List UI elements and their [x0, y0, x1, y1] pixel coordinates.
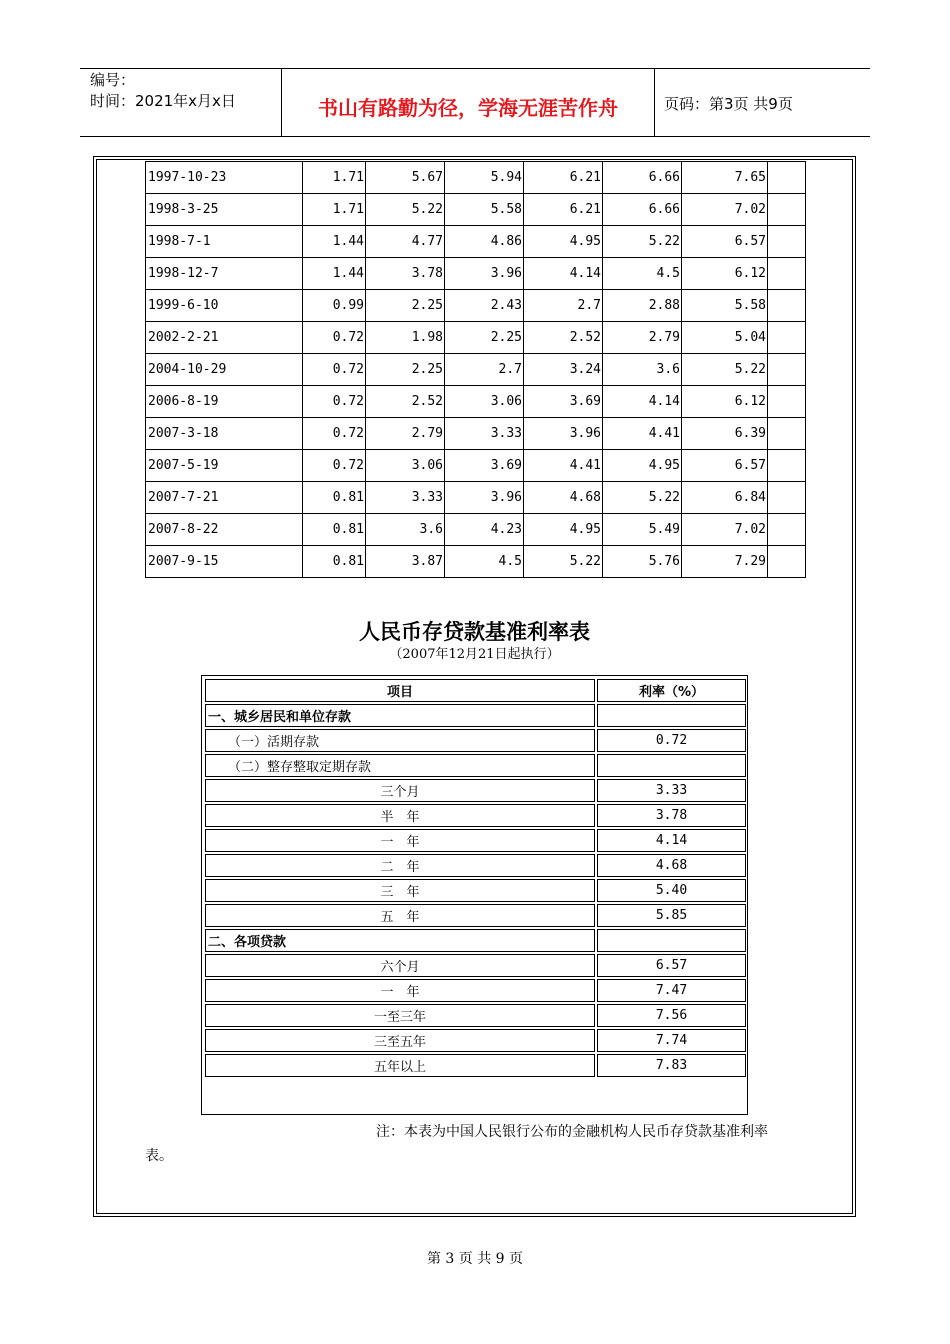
- table-row: [146, 290, 806, 322]
- rate-value-cell: 6.66: [603, 162, 682, 194]
- rate-value-cell: 6.57: [682, 450, 768, 482]
- item-cell: 一至三年: [205, 1004, 595, 1027]
- rate-cell: [597, 754, 746, 777]
- item-cell: （二）整存整取定期存款: [205, 754, 595, 777]
- item-cell: 二 年: [205, 854, 595, 877]
- table-row: [146, 162, 806, 194]
- rate-cell: [597, 704, 746, 727]
- rate-value-cell: 2.43: [445, 290, 524, 322]
- rate-cell: 5.40: [597, 879, 746, 902]
- rate-value-cell: [768, 290, 806, 322]
- rate-value-cell: 0.72: [303, 450, 366, 482]
- rate-value-cell: 2.25: [366, 354, 445, 386]
- rate-value-cell: [768, 546, 806, 578]
- rate-value-cell: [768, 258, 806, 290]
- rate-value-cell: 2.25: [366, 290, 445, 322]
- rate-value-cell: 4.14: [603, 386, 682, 418]
- table-row: [146, 450, 806, 482]
- item-cell: 半 年: [205, 804, 595, 827]
- list-item: [205, 704, 746, 727]
- rate-cell: 6.57: [597, 954, 746, 977]
- rate-value-cell: 4.41: [603, 418, 682, 450]
- rate-value-cell: 1.44: [303, 258, 366, 290]
- rate-cell: 3.33: [597, 779, 746, 802]
- rate-value-cell: 5.22: [366, 194, 445, 226]
- header-motto: 书山有路勤为径，学海无涯苦作舟: [318, 96, 618, 120]
- rate-value-cell: 1.71: [303, 162, 366, 194]
- rate-cell: 4.14: [597, 829, 746, 852]
- item-cell: 一 年: [205, 979, 595, 1002]
- rate-cell: 7.74: [597, 1029, 746, 1052]
- item-cell: 五 年: [205, 904, 595, 927]
- rate-cell: 5.85: [597, 904, 746, 927]
- list-item: [205, 729, 746, 752]
- rate-value-cell: 3.33: [366, 482, 445, 514]
- rate-value-cell: 7.02: [682, 194, 768, 226]
- rate-value-cell: 7.65: [682, 162, 768, 194]
- rate-value-cell: [768, 482, 806, 514]
- item-cell: 六个月: [205, 954, 595, 977]
- rate-value-cell: 7.02: [682, 514, 768, 546]
- rate-cell: 7.56: [597, 1004, 746, 1027]
- table-row: [146, 418, 806, 450]
- rate-value-cell: 0.72: [303, 418, 366, 450]
- list-item: [205, 854, 746, 877]
- rate-value-cell: 5.22: [603, 226, 682, 258]
- column-header-rate: 利率（%）: [597, 679, 746, 702]
- item-cell: 五年以上: [205, 1054, 595, 1077]
- rate-value-cell: 4.95: [524, 226, 603, 258]
- rate-value-cell: 4.23: [445, 514, 524, 546]
- rate-value-cell: 3.96: [445, 482, 524, 514]
- historical-rate-table: [145, 161, 806, 578]
- table-row: [146, 386, 806, 418]
- item-cell: 一 年: [205, 829, 595, 852]
- rate-value-cell: 3.96: [445, 258, 524, 290]
- rate-value-cell: 5.04: [682, 322, 768, 354]
- rate-value-cell: [768, 322, 806, 354]
- date-cell: 2007-7-21: [146, 482, 303, 514]
- date-cell: 1998-7-1: [146, 226, 303, 258]
- table-row: [146, 514, 806, 546]
- date-cell: 1997-10-23: [146, 162, 303, 194]
- rate-value-cell: 2.7: [524, 290, 603, 322]
- rate-value-cell: 5.67: [366, 162, 445, 194]
- benchmark-rate-table: [203, 677, 748, 1079]
- document-number-label: 编号：: [90, 71, 136, 89]
- rate-value-cell: 3.69: [524, 386, 603, 418]
- table-row: [146, 258, 806, 290]
- rate-value-cell: 0.99: [303, 290, 366, 322]
- date-cell: 2007-3-18: [146, 418, 303, 450]
- rate-value-cell: 3.69: [445, 450, 524, 482]
- rate-value-cell: 3.06: [445, 386, 524, 418]
- list-item: [205, 929, 746, 952]
- rate-value-cell: 0.81: [303, 546, 366, 578]
- rate-value-cell: [768, 162, 806, 194]
- rate-value-cell: 3.6: [603, 354, 682, 386]
- table-note-line1: 注：本表为中国人民银行公布的金融机构人民币存贷款基准利率: [376, 1124, 768, 1140]
- item-cell: 三 年: [205, 879, 595, 902]
- rate-value-cell: 2.52: [366, 386, 445, 418]
- table-row: [146, 546, 806, 578]
- rate-value-cell: [768, 226, 806, 258]
- date-cell: 1999-6-10: [146, 290, 303, 322]
- rate-value-cell: [768, 354, 806, 386]
- rate-value-cell: 2.79: [603, 322, 682, 354]
- list-item: [205, 954, 746, 977]
- date-cell: 2002-2-21: [146, 322, 303, 354]
- table-row: [146, 194, 806, 226]
- rate-value-cell: 1.71: [303, 194, 366, 226]
- rate-value-cell: 4.95: [603, 450, 682, 482]
- rate-value-cell: 4.68: [524, 482, 603, 514]
- rate-value-cell: 6.21: [524, 162, 603, 194]
- rate-value-cell: 4.41: [524, 450, 603, 482]
- rate-value-cell: 2.25: [445, 322, 524, 354]
- date-cell: 2007-9-15: [146, 546, 303, 578]
- list-item: [205, 754, 746, 777]
- rate-value-cell: 4.77: [366, 226, 445, 258]
- rate-value-cell: 2.7: [445, 354, 524, 386]
- rate-cell: 7.47: [597, 979, 746, 1002]
- rate-value-cell: 0.72: [303, 354, 366, 386]
- rate-value-cell: 6.21: [524, 194, 603, 226]
- list-item: [205, 1054, 746, 1077]
- header-page-number: 页码：第3页 共9页: [664, 95, 793, 113]
- rate-value-cell: 7.29: [682, 546, 768, 578]
- rate-value-cell: 6.66: [603, 194, 682, 226]
- rate-value-cell: 2.88: [603, 290, 682, 322]
- rate-cell: 0.72: [597, 729, 746, 752]
- rate-value-cell: 5.58: [445, 194, 524, 226]
- date-cell: 2007-5-19: [146, 450, 303, 482]
- rate-value-cell: 4.14: [524, 258, 603, 290]
- rate-value-cell: 3.78: [366, 258, 445, 290]
- list-item: [205, 979, 746, 1002]
- rate-value-cell: [768, 450, 806, 482]
- table-row: [146, 482, 806, 514]
- rate-cell: 3.78: [597, 804, 746, 827]
- rate-table-subtitle: （2007年12月21日起执行）: [389, 647, 560, 662]
- rate-cell: [597, 929, 746, 952]
- list-item: [205, 804, 746, 827]
- date-cell: 1998-12-7: [146, 258, 303, 290]
- rate-value-cell: 5.22: [603, 482, 682, 514]
- table-row: [146, 322, 806, 354]
- rate-value-cell: 4.86: [445, 226, 524, 258]
- list-item: [205, 829, 746, 852]
- table-note-line2: 表。: [145, 1148, 173, 1164]
- list-item: [205, 1004, 746, 1027]
- rate-value-cell: 3.33: [445, 418, 524, 450]
- rate-value-cell: 5.22: [682, 354, 768, 386]
- date-cell: 2004-10-29: [146, 354, 303, 386]
- rate-value-cell: 6.12: [682, 258, 768, 290]
- rate-value-cell: [768, 194, 806, 226]
- rate-value-cell: [768, 514, 806, 546]
- item-cell: 三个月: [205, 779, 595, 802]
- rate-value-cell: 1.44: [303, 226, 366, 258]
- rate-value-cell: 5.22: [524, 546, 603, 578]
- item-cell: 一、城乡居民和单位存款: [205, 704, 595, 727]
- date-cell: 2006-8-19: [146, 386, 303, 418]
- rate-value-cell: 6.39: [682, 418, 768, 450]
- rate-value-cell: [768, 418, 806, 450]
- header-meta: [90, 70, 236, 112]
- rate-value-cell: 1.98: [366, 322, 445, 354]
- rate-value-cell: 4.95: [524, 514, 603, 546]
- column-header-item: 项目: [205, 679, 595, 702]
- rate-cell: 4.68: [597, 854, 746, 877]
- rate-value-cell: 0.72: [303, 322, 366, 354]
- rate-value-cell: 6.12: [682, 386, 768, 418]
- item-cell: 二、各项贷款: [205, 929, 595, 952]
- table-header-row: [205, 679, 746, 702]
- list-item: [205, 904, 746, 927]
- list-item: [205, 879, 746, 902]
- date-cell: 1998-3-25: [146, 194, 303, 226]
- rate-value-cell: 3.6: [366, 514, 445, 546]
- rate-value-cell: 4.5: [603, 258, 682, 290]
- item-cell: 三至五年: [205, 1029, 595, 1052]
- rate-value-cell: 5.94: [445, 162, 524, 194]
- header-top-rule: [80, 68, 870, 69]
- rate-value-cell: 3.96: [524, 418, 603, 450]
- footer-page-number: 第 3 页 共 9 页: [426, 1251, 524, 1267]
- rate-value-cell: 3.24: [524, 354, 603, 386]
- rate-value-cell: 2.79: [366, 418, 445, 450]
- rate-value-cell: 0.72: [303, 386, 366, 418]
- rate-table-title: 人民币存贷款基准利率表: [359, 619, 590, 644]
- table-row: [146, 354, 806, 386]
- rate-value-cell: 6.84: [682, 482, 768, 514]
- rate-value-cell: 5.76: [603, 546, 682, 578]
- rate-value-cell: 5.49: [603, 514, 682, 546]
- document-time-label: 时间：2021年x月x日: [90, 92, 236, 110]
- list-item: [205, 779, 746, 802]
- rate-value-cell: 4.5: [445, 546, 524, 578]
- rate-value-cell: 2.52: [524, 322, 603, 354]
- rate-value-cell: 3.06: [366, 450, 445, 482]
- rate-cell: 7.83: [597, 1054, 746, 1077]
- rate-value-cell: 0.81: [303, 482, 366, 514]
- list-item: [205, 1029, 746, 1052]
- rate-value-cell: 3.87: [366, 546, 445, 578]
- header-bottom-rule: [80, 136, 870, 137]
- date-cell: 2007-8-22: [146, 514, 303, 546]
- header-divider-right: [654, 68, 655, 136]
- rate-value-cell: [768, 386, 806, 418]
- rate-value-cell: 0.81: [303, 514, 366, 546]
- rate-value-cell: 6.57: [682, 226, 768, 258]
- rate-value-cell: 5.58: [682, 290, 768, 322]
- item-cell: （一）活期存款: [205, 729, 595, 752]
- table-row: [146, 226, 806, 258]
